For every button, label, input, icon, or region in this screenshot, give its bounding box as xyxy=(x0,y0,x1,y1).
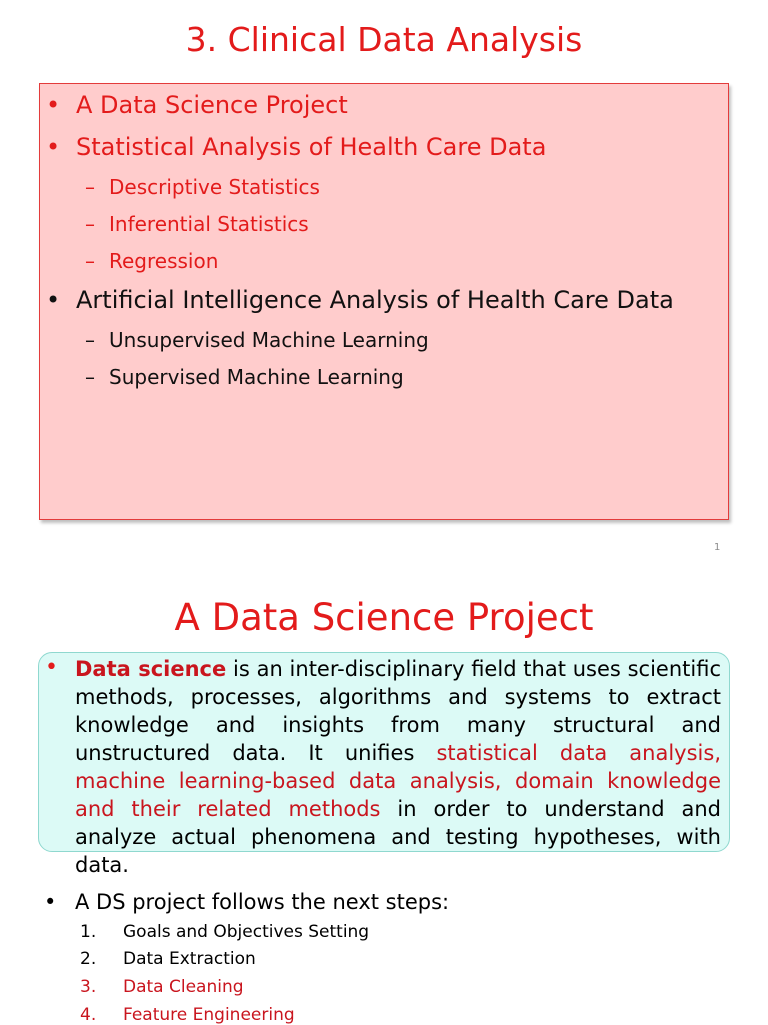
slide-1-title: 3. Clinical Data Analysis xyxy=(185,20,583,59)
slide-2: A Data Science Project • Data science is an inter-disciplinary field that uses scientific methods, processes, algorithms and systems to extract knowledge and insights from many structural and unstructured data. It unifies statistical data analysis, machine learning-based data analysis, domain knowledge and their related methods in order to understand and analyze actual phenomena and testing hypotheses, with data. • A DS project follows the next steps: 1. Goals and Objectives Setting 2. Data Extraction 3. Data Cleaning 4. Feature Engineering xyxy=(0,560,768,1024)
slide-2-title: A Data Science Project xyxy=(174,596,594,639)
definition-bullet: • xyxy=(45,655,58,680)
definition-text-a: is an inter-disciplinary field that uses scientific methods, processes, algorithms and systems to extract knowledge and insights from many structural and unstructured data. It unifies xyxy=(75,657,721,765)
definition-term: Data science xyxy=(75,657,227,681)
steps-intro: • A DS project follows the next steps: xyxy=(44,890,450,914)
definition-highlight: statistical data analysis, machine learning-based data analysis, domain knowledge and their related methods xyxy=(75,741,721,821)
outline-box: • A Data Science Project • Statistical Analysis of Health Care Data – Descriptive Statistics – Inferential Statistics – Regression • Artificial Intelligence Analysis of Health Care Data – Unsupervised Machine Learning – Supervised Machine Learning xyxy=(39,83,729,520)
page-number: 1 xyxy=(714,542,721,553)
definition-text-b: in order to understand and analyze actual phenomena and testing hypotheses, with data. xyxy=(75,797,721,877)
definition-paragraph xyxy=(75,655,721,879)
